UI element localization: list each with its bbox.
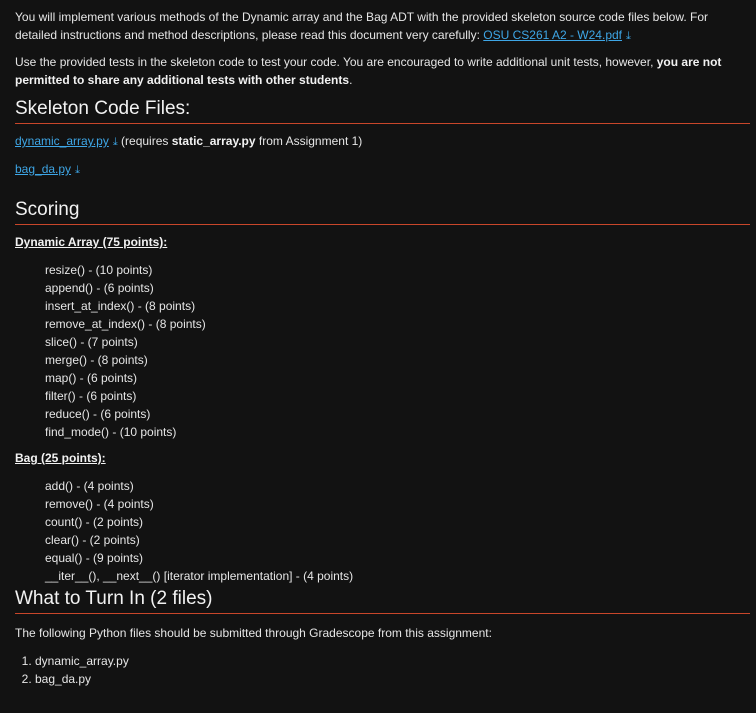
section-divider bbox=[15, 123, 750, 124]
list-item: merge() - (8 points) bbox=[45, 353, 148, 367]
list-item: resize() - (10 points) bbox=[45, 263, 153, 277]
turn-in-files-list bbox=[15, 652, 750, 688]
list-item: add() - (4 points) bbox=[45, 479, 134, 493]
intro-paragraph bbox=[15, 8, 750, 45]
section-divider bbox=[15, 613, 750, 614]
section-divider bbox=[15, 224, 750, 225]
file1-note-after: from Assignment 1) bbox=[255, 134, 363, 148]
turn-in-section bbox=[15, 587, 750, 688]
list-item: append() - (6 points) bbox=[45, 281, 154, 295]
file1-note: (requires bbox=[117, 134, 172, 148]
list-item: clear() - (2 points) bbox=[45, 533, 140, 547]
dynamic-array-file-link[interactable]: dynamic_array.py bbox=[15, 134, 109, 148]
bag-file-link[interactable]: bag_da.py bbox=[15, 162, 72, 176]
scoring-heading: Scoring bbox=[15, 199, 80, 220]
list-item: slice() - (7 points) bbox=[45, 335, 138, 349]
turn-in-heading: What to Turn In (2 files) bbox=[15, 588, 213, 609]
list-item: reduce() - (6 points) bbox=[45, 407, 151, 421]
bag-subheading: Bag (25 points): bbox=[15, 451, 106, 465]
list-item: remove() - (4 points) bbox=[45, 497, 154, 511]
list-item: __iter__(), __next__() [iterator implementation] - (4 points) bbox=[45, 569, 354, 583]
tests-note-end: . bbox=[349, 73, 353, 87]
list-item: equal() - (9 points) bbox=[45, 551, 144, 565]
download-icon[interactable]: ⤓ bbox=[626, 30, 631, 42]
bag-methods-list bbox=[45, 477, 750, 585]
scoring-section bbox=[15, 198, 750, 585]
tests-note-bold: you are not permitted to share any additional tests with other students bbox=[15, 55, 722, 87]
tests-note-text: Use the provided tests in the skeleton code to test your code. You are encouraged to write additional unit tests, however, bbox=[15, 55, 657, 69]
skeleton-heading: Skeleton Code Files: bbox=[15, 98, 191, 119]
list-item: count() - (2 points) bbox=[45, 515, 144, 529]
dynamic-array-subheading: Dynamic Array (75 points): bbox=[15, 235, 168, 249]
list-item: 2. bag_da.py bbox=[35, 670, 750, 688]
list-item: filter() - (6 points) bbox=[45, 389, 137, 403]
download-icon[interactable]: ⤓ bbox=[112, 136, 118, 148]
list-item: insert_at_index() - (8 points) bbox=[45, 299, 196, 313]
turn-in-text: The following Python files should be submitted through Gradescope from this assignment: bbox=[15, 626, 492, 640]
file1-note-bold: static_array.py bbox=[171, 134, 256, 148]
download-icon[interactable]: ⤓ bbox=[75, 164, 80, 176]
doc-link[interactable]: OSU CS261 A2 - W24.pdf bbox=[483, 28, 622, 42]
list-item: find_mode() - (10 points) bbox=[45, 425, 177, 439]
list-item: remove_at_index() - (8 points) bbox=[45, 317, 206, 331]
skeleton-file-dynamic-array bbox=[15, 132, 750, 151]
list-item: map() - (6 points) bbox=[45, 371, 138, 385]
intro-text: You will implement various methods of the Dynamic array and the Bag ADT with the provided skeleton source code files below. For detailed instructions and method descriptions, please read this document very carefully: bbox=[15, 10, 709, 42]
list-item: 1. dynamic_array.py bbox=[35, 652, 750, 670]
dynamic-array-methods-list bbox=[45, 261, 750, 441]
skeleton-section bbox=[15, 97, 750, 179]
tests-note-paragraph bbox=[15, 53, 750, 89]
skeleton-file-bag bbox=[15, 160, 750, 179]
